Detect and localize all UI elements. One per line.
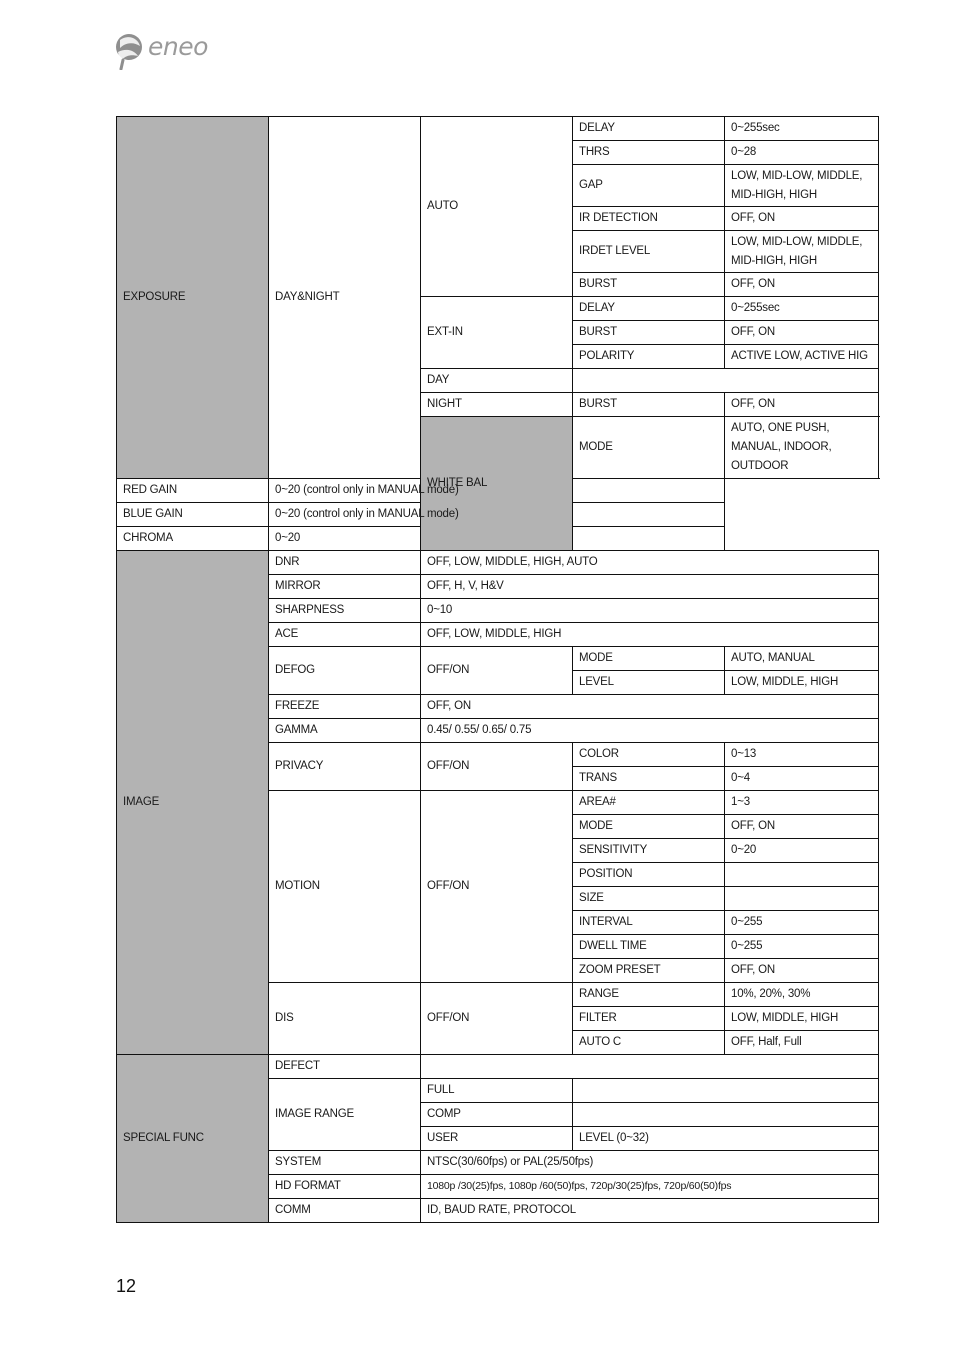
brand-logo [114, 30, 224, 72]
param-name: IRDET LEVEL [573, 231, 725, 273]
sub-param-value: OFF, ON [725, 815, 879, 839]
param-name: HD FORMAT [269, 1175, 421, 1199]
sub-param-name: FILTER [573, 1007, 725, 1031]
sub-param-value: OFF, Half, Full [725, 1031, 879, 1055]
sub-param-value: 0~255 [725, 911, 879, 935]
day-cell: DAY [421, 369, 573, 393]
category-image: IMAGE [117, 551, 269, 1055]
table-row [117, 117, 879, 141]
sub-param-name: USER [421, 1127, 573, 1151]
param-value: OFF, ON [725, 321, 879, 345]
ext-in-cell: EXT-IN [421, 297, 573, 369]
param-value: LOW, MID-LOW, MIDDLE, MID-HIGH, HIGH [725, 231, 879, 273]
param-value: 0~10 [421, 599, 879, 623]
spec-table [116, 116, 879, 1223]
param-name: GAP [573, 165, 725, 207]
param-name: DEFECT [269, 1055, 421, 1079]
param-name: POLARITY [573, 345, 725, 369]
param-name: BLUE GAIN [117, 503, 269, 527]
param-name: DNR [269, 551, 421, 575]
param-name: THRS [573, 141, 725, 165]
eneo-logo-icon [114, 30, 148, 70]
sub-param-name: TRANS [573, 767, 725, 791]
category-white-bal: WHITE BAL [421, 417, 573, 551]
sub-param-name: COLOR [573, 743, 725, 767]
param-value: OFF, H, V, H&V [421, 575, 879, 599]
brand-wordmark: eneo [148, 32, 208, 61]
table-row [117, 1055, 879, 1079]
param-value: 0~20 [269, 527, 725, 551]
sub-param-value: 1~3 [725, 791, 879, 815]
empty-cell [573, 1103, 879, 1127]
param-name: BURST [573, 273, 725, 297]
sub-param-name: FULL [421, 1079, 573, 1103]
param-name: ACE [269, 623, 421, 647]
category-special-func: SPECIAL FUNC [117, 1055, 269, 1223]
night-cell: NIGHT [421, 393, 573, 417]
param-name: CHROMA [117, 527, 269, 551]
sub-param-name: SIZE [573, 887, 725, 911]
param-name: MODE [573, 417, 725, 479]
table-row [117, 527, 879, 551]
sub-param-value: 0~13 [725, 743, 879, 767]
param-value: 0~255sec [725, 297, 879, 321]
param-value: NTSC(30/60fps) or PAL(25/50fps) [421, 1151, 879, 1175]
param-value: 0~28 [725, 141, 879, 165]
param-value: AUTO, ONE PUSH, MANUAL, INDOOR, OUTDOOR [725, 417, 879, 479]
sub-param-name: RANGE [573, 983, 725, 1007]
sub-param-name: MODE [573, 647, 725, 671]
table-row [117, 503, 879, 527]
sub-param-value [725, 863, 879, 887]
empty-cell [573, 369, 879, 393]
sub-param-name: ZOOM PRESET [573, 959, 725, 983]
sub-param-name: AUTO C [573, 1031, 725, 1055]
sub-param-name: COMP [421, 1103, 573, 1127]
sub-param-value: OFF, ON [725, 959, 879, 983]
sub-param-name: DWELL TIME [573, 935, 725, 959]
sub-param-name: POSITION [573, 863, 725, 887]
param-name: MOTION [269, 791, 421, 983]
table-row [117, 551, 879, 575]
param-name: RED GAIN [117, 479, 269, 503]
param-name: BURST [573, 321, 725, 345]
param-value: 0~20 (control only in MANUAL mode) [269, 503, 725, 527]
param-name: DELAY [573, 117, 725, 141]
table-row [117, 479, 879, 503]
day-night-cell: DAY&NIGHT [269, 117, 421, 479]
param-value: OFF, LOW, MIDDLE, HIGH, AUTO [421, 551, 879, 575]
param-name: IMAGE RANGE [269, 1079, 421, 1151]
param-value: OFF/ON [421, 983, 573, 1055]
sub-param-value: 0~4 [725, 767, 879, 791]
param-name: IR DETECTION [573, 207, 725, 231]
param-value: OFF, LOW, MIDDLE, HIGH [421, 623, 879, 647]
param-name: DELAY [573, 297, 725, 321]
param-value: ID, BAUD RATE, PROTOCOL [421, 1199, 879, 1223]
param-name: DEFOG [269, 647, 421, 695]
param-value: OFF, ON [725, 393, 879, 417]
param-name: FREEZE [269, 695, 421, 719]
sub-param-value: LOW, MIDDLE, HIGH [725, 1007, 879, 1031]
param-value: OFF/ON [421, 791, 573, 983]
param-name: MIRROR [269, 575, 421, 599]
sub-param-name: INTERVAL [573, 911, 725, 935]
param-name: SYSTEM [269, 1151, 421, 1175]
param-name: BURST [573, 393, 725, 417]
empty-cell [421, 1055, 879, 1079]
param-value: 1080p /30(25)fps, 1080p /60(50)fps, 720p/30(25)fps, 720p/60(50)fps [421, 1175, 879, 1199]
sub-param-value: 0~20 [725, 839, 879, 863]
sub-param-value: 10%, 20%, 30% [725, 983, 879, 1007]
param-name: GAMMA [269, 719, 421, 743]
sub-param-name: SENSITIVITY [573, 839, 725, 863]
param-name: PRIVACY [269, 743, 421, 791]
param-name: DIS [269, 983, 421, 1055]
param-value: 0~255sec [725, 117, 879, 141]
page-number: 12 [116, 1276, 137, 1296]
param-value: OFF, ON [725, 273, 879, 297]
param-value: OFF/ON [421, 743, 573, 791]
param-value: OFF, ON [725, 207, 879, 231]
param-name: COMM [269, 1199, 421, 1223]
empty-cell [573, 1079, 879, 1103]
param-value: LOW, MID-LOW, MIDDLE, MID-HIGH, HIGH [725, 165, 879, 207]
sub-param-name: LEVEL [573, 671, 725, 695]
param-value: 0.45/ 0.55/ 0.65/ 0.75 [421, 719, 879, 743]
param-value: OFF, ON [421, 695, 879, 719]
sub-param-value: LOW, MIDDLE, HIGH [725, 671, 879, 695]
category-exposure: EXPOSURE [117, 117, 269, 479]
param-value: ACTIVE LOW, ACTIVE HIG [725, 345, 879, 369]
sub-param-value [725, 887, 879, 911]
auto-cell: AUTO [421, 117, 573, 297]
param-name: SHARPNESS [269, 599, 421, 623]
sub-param-value: 0~255 [725, 935, 879, 959]
sub-param-name: AREA# [573, 791, 725, 815]
param-value: 0~20 (control only in MANUAL mode) [269, 479, 725, 503]
sub-param-name: MODE [573, 815, 725, 839]
param-value: OFF/ON [421, 647, 573, 695]
sub-param-value: AUTO, MANUAL [725, 647, 879, 671]
sub-param-value: LEVEL (0~32) [573, 1127, 879, 1151]
